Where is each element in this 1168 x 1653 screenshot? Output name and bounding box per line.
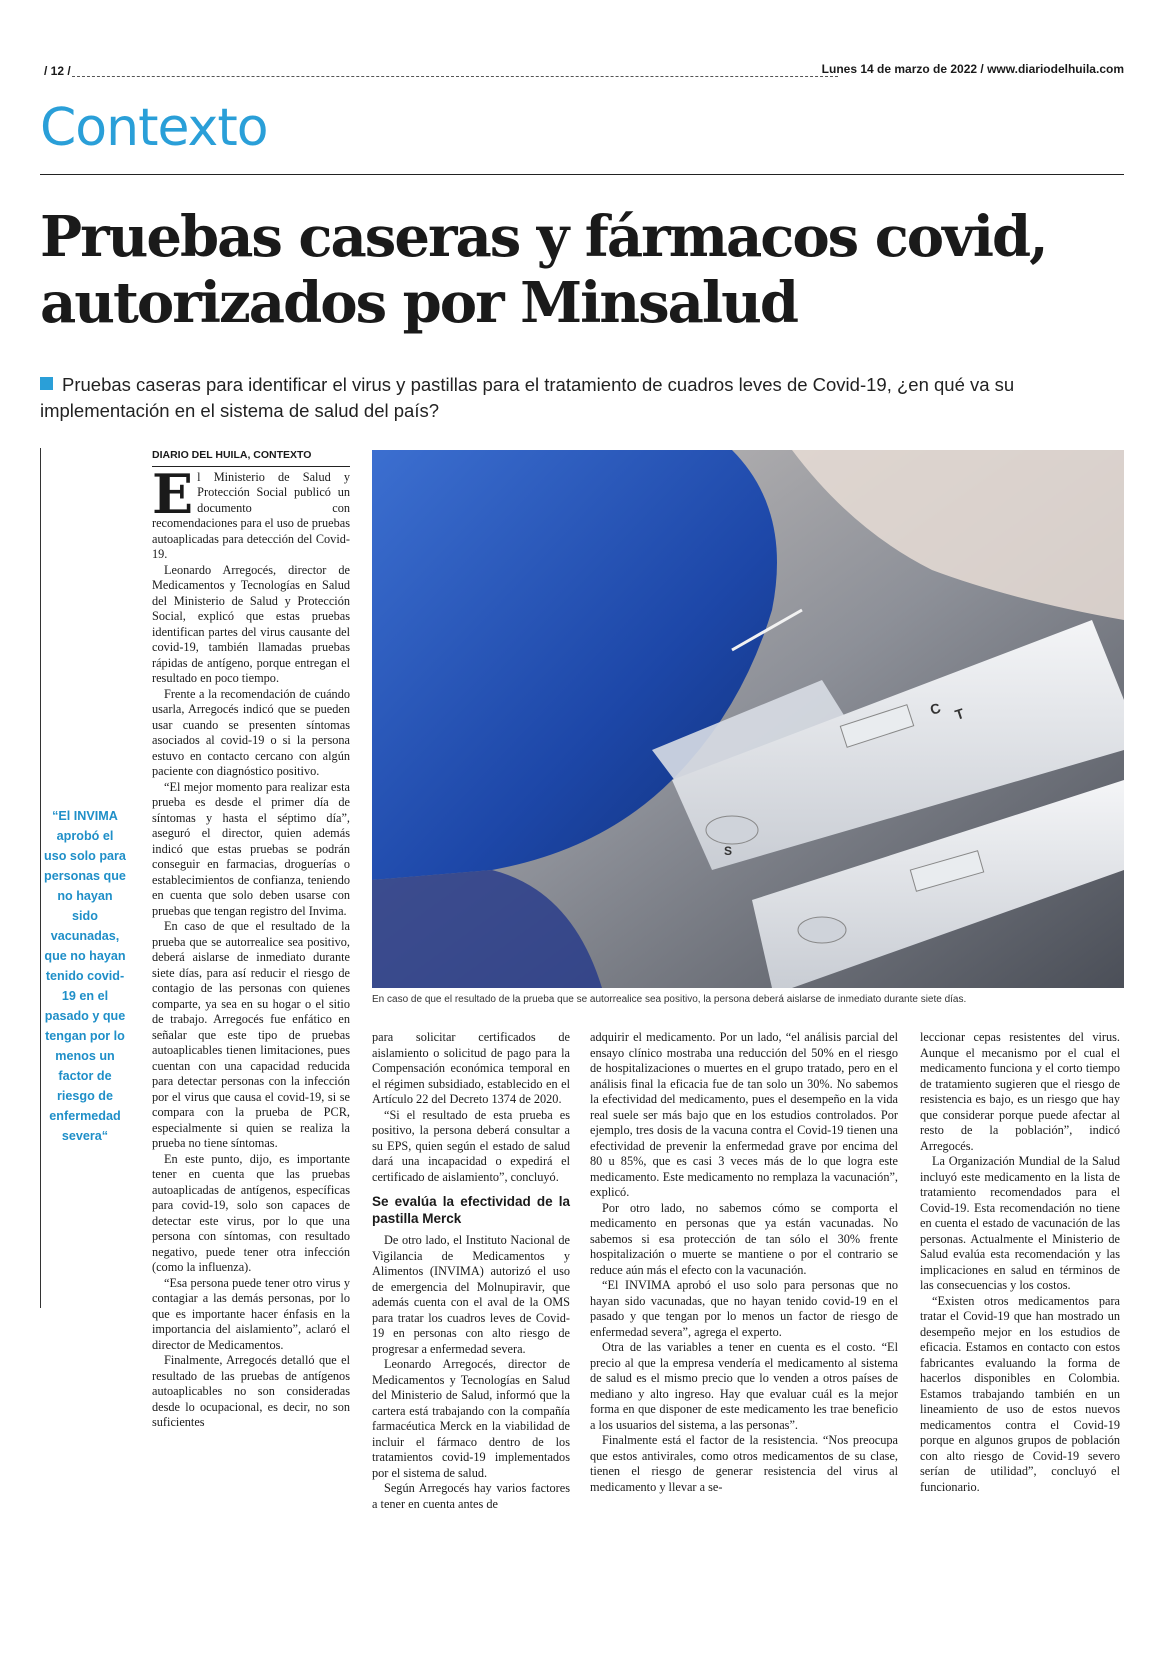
subheading: Se evalúa la efectividad de la pastilla Merck	[372, 1194, 570, 1226]
cassette-label-t: T	[952, 704, 967, 723]
lede	[40, 372, 1130, 424]
headline	[40, 204, 1130, 336]
paragraph: adquirir el medicamento. Por un lado, “el análisis parcial del ensayo clínico mostraba una reducción del 50% en el riesgo de hospitalizaciones o muertes en el grupo tratado, pero en el análisis final la eficacia fue de tan solo un 30%. No sabemos la efectividad del medicamento, pues el desempeño en la vida real suele ser más bajo que en los estudios controlados. Por ejemplo, tres dosis de la vacuna contra el Covid-19 tienen una efectividad de prevenir la enfermedad grave por encima del 80 u 85%, que es casi 3 veces más de lo que logra este medicamento. Este medicamento no remplaza la vacunación”, explicó.	[590, 1030, 898, 1199]
photo-caption: En caso de que el resultado de la prueba que se autorrealice sea positivo, la persona deberá aislarse de inmediato durante siete días.	[372, 994, 967, 1005]
paragraph: El Ministerio de Salud y Protección Social publicó un documento con recomendaciones para el uso de pruebas autoaplicadas para detección del Covid-19.	[152, 461, 350, 561]
article-column-2	[372, 1030, 570, 1512]
cassette-label-s: S	[724, 844, 733, 858]
paragraph: Otra de las variables a tener en cuenta es el costo. “El precio al que la empresa vendería el medicamento al sistema de salud es el mismo precio que lo venden a otros países de mediano y alto ingreso. Hay que evaluar cuál es la mejor forma en que disponer de este medicamento les trae beneficio a los usuarios del sistema, a las personas”.	[590, 1340, 898, 1432]
paragraph: “Esa persona puede tener otro virus y contagiar a las demás personas, por lo que es importante hacer énfasis en la importancia del aislamiento”, aclaró el director de Medicamentos.	[152, 1275, 350, 1352]
cassette-label-c: C	[927, 699, 943, 718]
paragraph: “Existen otros medicamentos para tratar el Covid-19 que han mostrado un desempeño mejor en los estudios de eficacia. Estamos en contacto con estos fabricantes evaluando la forma de hacerlos disponibles en Colombia. Estamos trabajando también en un lineamiento de uso de estos nuevos medicamentos contra el Covid-19 porque en algunos grupos de población con alto riesgo de Covid-19 severo serían de utilidad”, concluyó el funcionario.	[920, 1293, 1120, 1494]
paragraph: leccionar cepas resistentes del virus. Aunque el mecanismo por el cual el medicamento funciona y el corto tiempo de tratamiento sugieren que el riesgo de resistencia es bajo, es un riesgo que hay que considerar porque puede afectar al resto de la población”, indicó Arregocés.	[920, 1030, 1120, 1153]
pull-quote: “El INVIMA aprobó el uso solo para personas que no hayan sido vacunadas, que no hayan tenido covid-19 en el pasado y que tengan por lo menos un factor de riesgo de enfermedad severa“	[44, 809, 126, 1143]
paragraph: En este punto, dijo, es importante tener en cuenta que las pruebas autoaplicadas de antígenos, específicas para covid-19, solo son capaces de detectar este virus, por lo que una persona con síntomas, con resultado negativo, puede tener otra infección (como la influenza).	[152, 1151, 350, 1274]
lede-text: Pruebas caseras para identificar el virus y pastillas para el tratamiento de cuadros leves de Covid-19, ¿en qué va su implementación en el sistema de salud del país?	[40, 374, 1015, 421]
paragraph: Leonardo Arregocés, director de Medicamentos y Tecnologías en Salud del Ministerio de Salud, informó que la cartera está trabajando con la compañía farmacéutica Merck en la viabilidad de incluir el fármaco dentro de los tratamientos covid-19 implementados por el sistema de salud.	[372, 1357, 570, 1480]
paragraph: “El mejor momento para realizar esta prueba es desde el primer día de síntomas y hasta el séptimo día”, aseguró el director, quien además indicó que estas pruebas se podrán conseguir en farmacias, droguerías o establecimientos de confianza, teniendo en cuenta que solo deben usarse con pruebas que tengan registro del Invima.	[152, 779, 350, 918]
paragraph: “Si el resultado de esta prueba es positivo, la persona deberá consultar a su EPS, quien según el estado de salud dará una incapacidad o expedirá el certificado de aislamiento”, concluyó.	[372, 1107, 570, 1184]
headline-line-1: Pruebas caseras y fármacos covid,	[40, 204, 1047, 270]
paragraph: De otro lado, el Instituto Nacional de Vigilancia de Medicamentos y Alimentos (INVIMA) autorizó el uso de emergencia del Molnupiravir, que además cuenta con el aval de la OMS para tratar los cuadros leves de Covid-19 en personas con alto riesgo de progresar a enfermedad severa.	[372, 1233, 570, 1356]
date-and-site: Lunes 14 de marzo de 2022 / www.diariodelhuila.com	[821, 62, 1124, 76]
paragraph: “El INVIMA aprobó el uso solo para personas que no hayan sido vacunadas, que no hayan tenido covid-19 en el pasado y que tengan por lo menos un factor de riesgo de enfermedad severa”, agrega el experto.	[590, 1278, 898, 1339]
rapid-test-photo	[372, 450, 1124, 988]
page-number: / 12 /	[44, 64, 71, 78]
paragraph: En caso de que el resultado de la prueba que se autorrealice sea positivo, deberá aislarse de inmediato durante siete días, para así reducir el riesgo de contagio de las personas con quienes comparte, ya sea en su hogar o el sitio de trabajo. Arregocés fue enfático en señalar que este tipo de pruebas autoaplicables tienen limitaciones, pues cuentan con una capacidad reducida para detectar personas con la infección por el virus que causa el covid-19, si se compara con la prueba de PCR, especialmente si quien se realiza la prueba no tiene síntomas.	[152, 919, 350, 1150]
paragraph: Finalmente está el factor de la resistencia. “Nos preocupa que estos antivirales, como otros medicamentos de su clase, tienen el riesgo de generar resistencia del virus al medicamento y llevar a se-	[590, 1433, 898, 1494]
paragraph: Leonardo Arregocés, director de Medicamentos y Tecnologías en Salud del Ministerio de Salud y Protección Social, explicó que estas pruebas identifican partes del virus causante del covid-19, también llamadas pruebas rápidas de antígeno, porque entregan el resultado en poco tiempo.	[152, 562, 350, 685]
paragraph: Por otro lado, no sabemos cómo se comporta el medicamento en personas que ya están vacunadas. No sabemos si esa protección de tan sólo el 30% frente hospitalización o muerte se mantiene o por el contrario se reduce aún más el efecto con la vacunación.	[590, 1200, 898, 1277]
paragraph: para solicitar certificados de aislamiento o solicitud de pago para la Compensación económica temporal en el régimen subsidiado, establecido en el Artículo 22 del Decreto 1374 de 2020.	[372, 1030, 570, 1106]
article-column-4	[920, 1030, 1120, 1495]
section-rule	[40, 174, 1124, 175]
paragraph: La Organización Mundial de la Salud incluyó este medicamento en la lista de tratamiento recomendados para el Covid-19. Esta recomendación no tiene en cuenta el estado de vacunación de las personas. Actualmente el Ministerio de Salud evalúa esta recomendación y las implicaciones en salud en términos de las consecuencias y los costos.	[920, 1154, 1120, 1292]
article-column-1	[152, 448, 350, 1431]
pull-quote-rule	[40, 448, 41, 1308]
paragraph: Finalmente, Arregocés detalló que el resultado de las pruebas de antígenos autoaplicables no son consideradas desde lo ocupacional, es decir, no son suficientes	[152, 1353, 350, 1429]
article-column-3	[590, 1030, 898, 1495]
byline: DIARIO DEL HUILA, CONTEXTO	[152, 448, 350, 467]
paragraph: Frente a la recomendación de cuándo usarla, Arregocés indicó que se pueden usar cuando se presenten síntomas asociados al covid-19 o si la persona estuvo en contacto cercano con algún paciente con diagnóstico positivo.	[152, 686, 350, 778]
headline-line-2: autorizados por Minsalud	[40, 270, 798, 336]
paragraph: Según Arregocés hay varios factores a tener en cuenta antes de	[372, 1481, 570, 1511]
article-photo	[372, 450, 1124, 988]
header-dashed-rule	[72, 76, 838, 77]
square-bullet-icon	[40, 377, 53, 390]
drop-cap: E	[152, 461, 194, 526]
section-title: Contexto	[40, 98, 268, 158]
